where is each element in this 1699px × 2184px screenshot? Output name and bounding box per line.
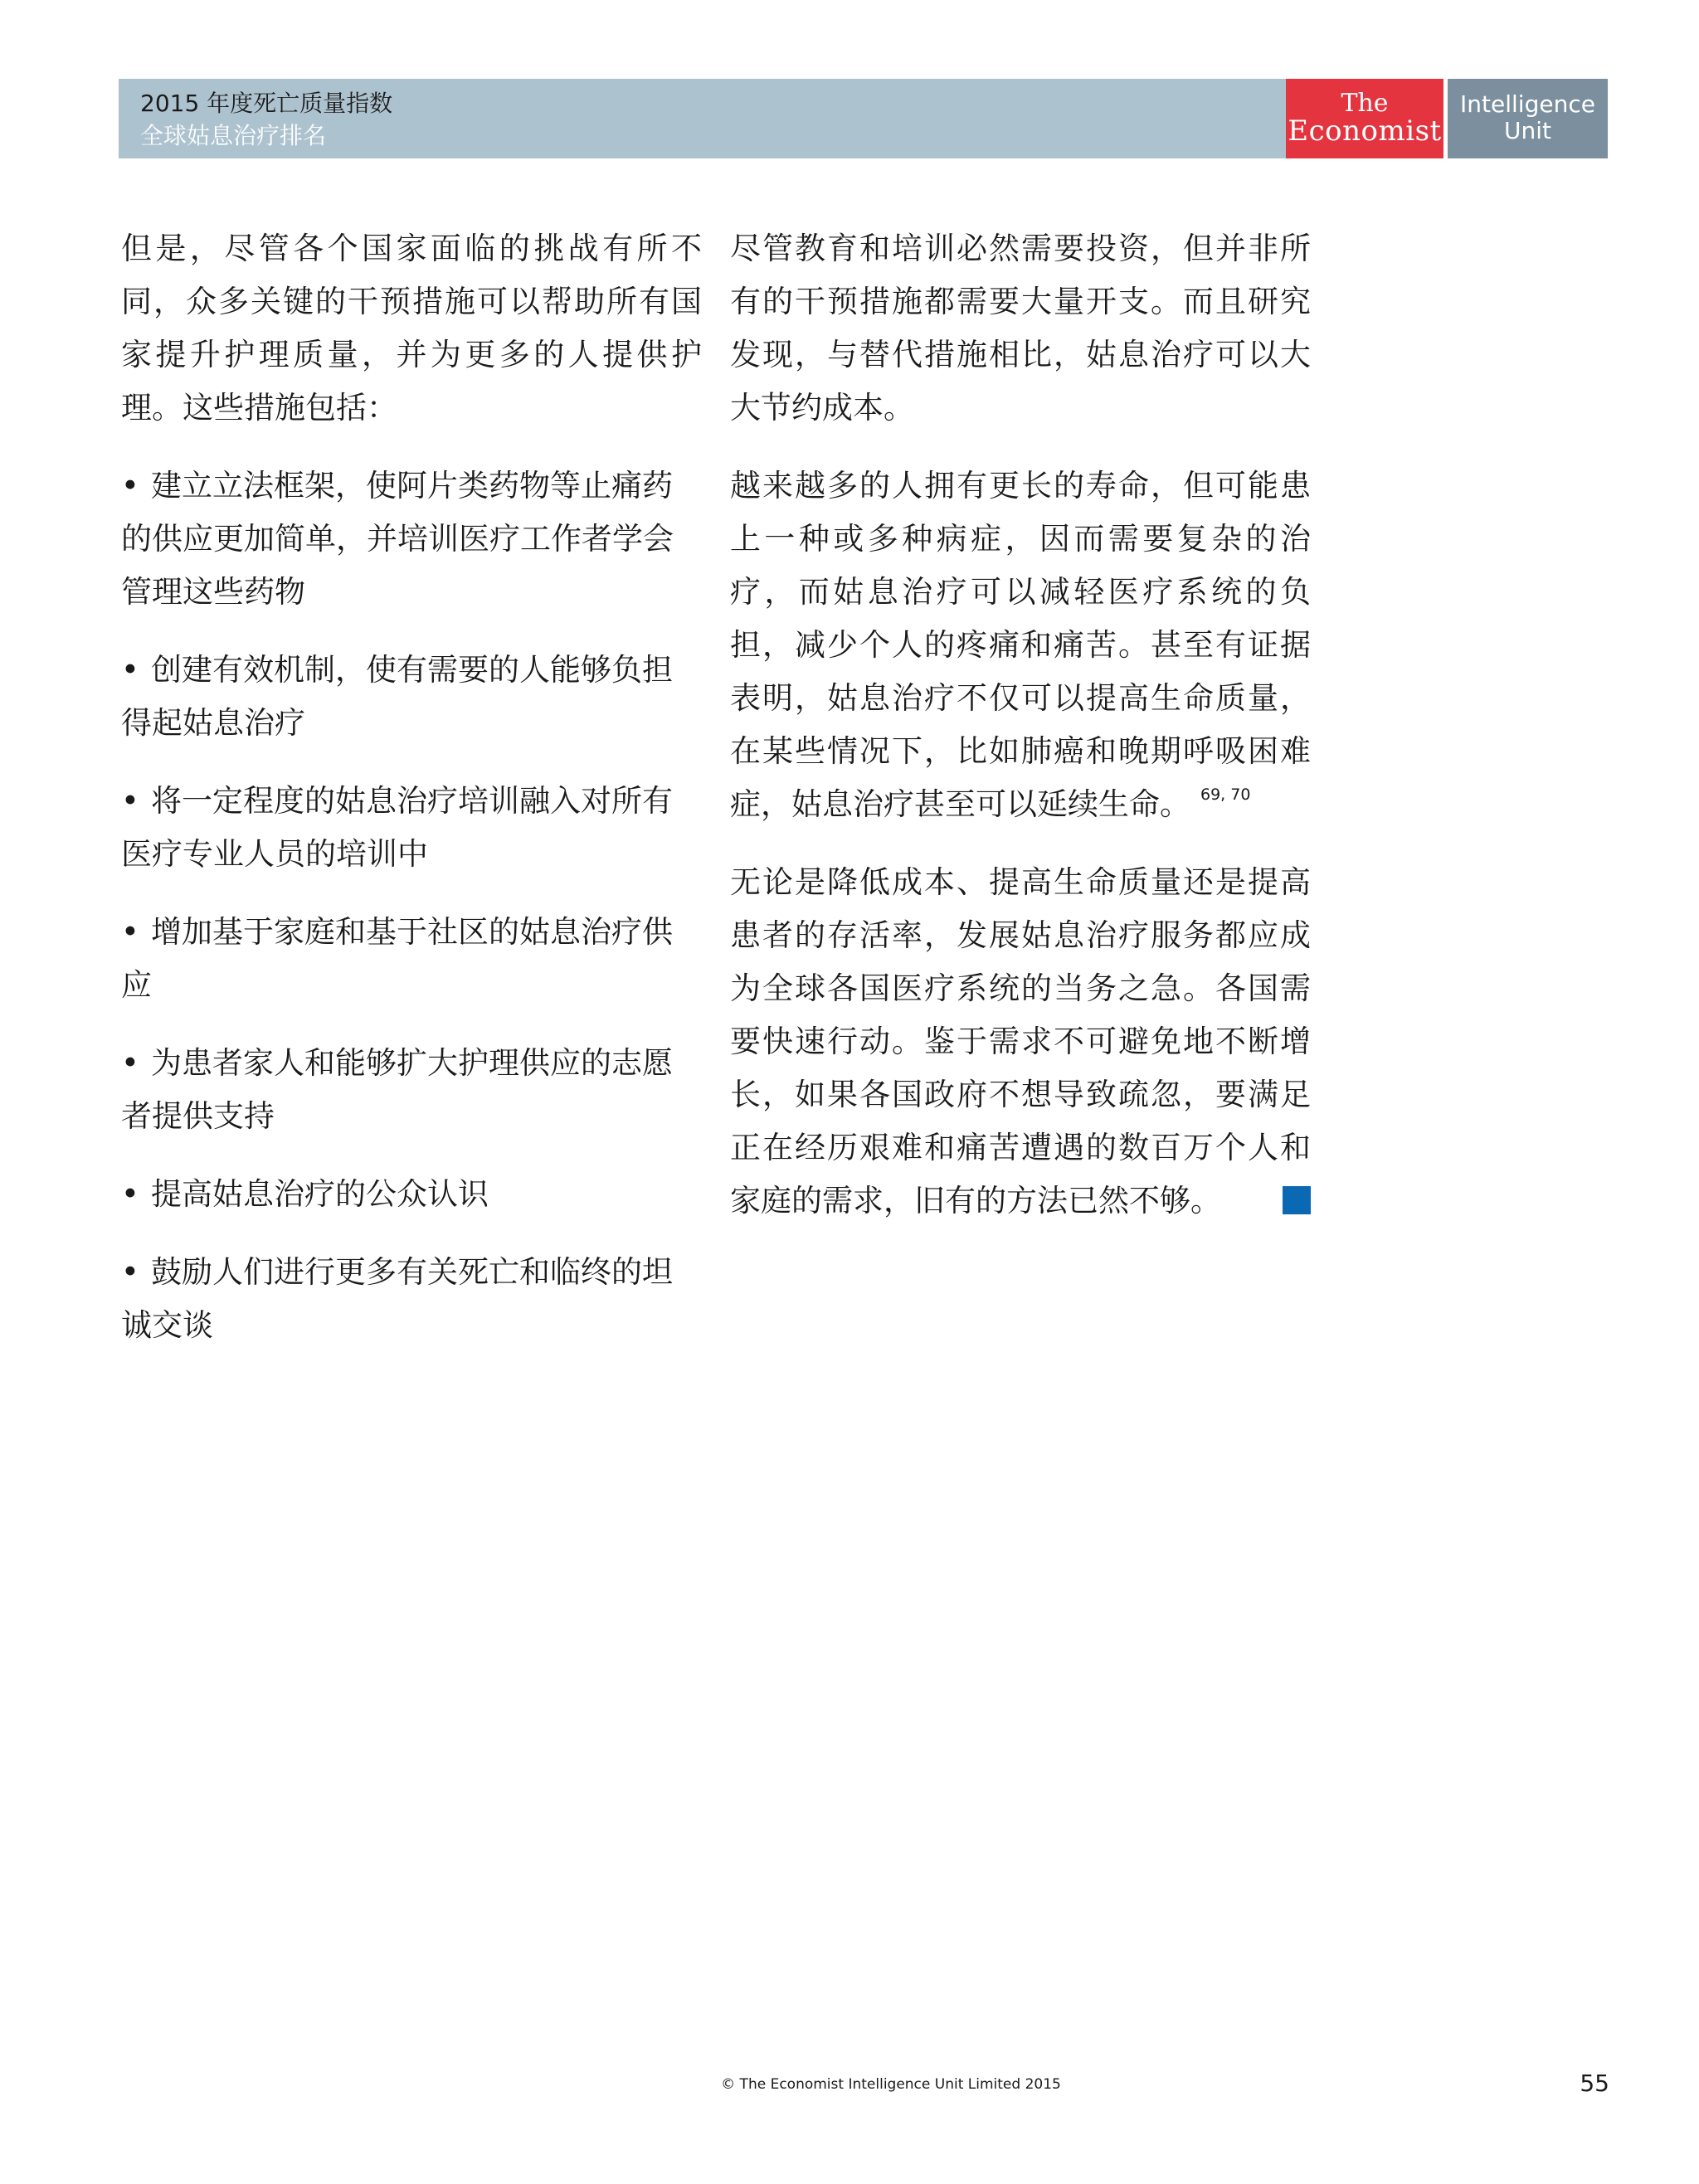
- bullet-icon: •: [121, 783, 139, 819]
- bullet-item: [121, 644, 702, 750]
- bullet-text: 提高姑息治疗的公众认识: [151, 1176, 489, 1212]
- bullet-item: [121, 1037, 702, 1143]
- cost-paragraph: 尽管教育和培训必然需要投资，但并非所有的干预措施都需要大量开支。而且研究发现，与替代措施相比，姑息治疗可以大大节约成本。: [730, 231, 1311, 426]
- logo-the-text: The: [1341, 89, 1389, 118]
- logo-intelligence-text: Intelligence: [1460, 90, 1595, 118]
- bullet-text: 创建有效机制，使有需要的人能够负担得起姑息治疗: [121, 652, 673, 741]
- bullet-item: [121, 906, 702, 1012]
- logo-unit-text: Unit: [1504, 117, 1551, 144]
- bullet-icon: •: [121, 1176, 139, 1212]
- right-column: [730, 222, 1311, 1253]
- bullet-item: [121, 1246, 702, 1352]
- bullet-item: [121, 775, 702, 881]
- economist-logo: [1286, 79, 1443, 158]
- report-subtitle: 全球姑息治疗排名: [140, 122, 327, 149]
- copyright-notice: © The Economist Intelligence Unit Limited 2015: [721, 2076, 1061, 2093]
- conclusion-text: 无论是降低成本、提高生命质量还是提高患者的存活率，发展姑息治疗服务都应成为全球各国医疗系统的当务之急。各国需要快速行动。鉴于需求不可避免地不断增长，如果各国政府不想导致疏忽，要满足正在经历艰难和痛苦遭遇的数百万个人和家庭的需求，旧有的方法已然不够。: [730, 864, 1311, 1218]
- bullet-icon: •: [121, 652, 139, 688]
- bullet-item: [121, 1168, 702, 1221]
- intelligence-unit-logo: [1448, 79, 1608, 158]
- logo-economist-text: Economist: [1288, 114, 1442, 148]
- bullet-icon: •: [121, 914, 139, 950]
- footnote-reference: 69, 70: [1200, 786, 1251, 804]
- conclusion-paragraph: [730, 856, 1311, 1228]
- report-title: 2015 年度死亡质量指数: [140, 90, 393, 117]
- intro-paragraph: 但是，尽管各个国家面临的挑战有所不同，众多关键的干预措施可以帮助所有国家提升护理质量，并为更多的人提供护理。这些措施包括：: [121, 231, 702, 426]
- bullet-text: 鼓励人们进行更多有关死亡和临终的坦诚交谈: [121, 1254, 673, 1343]
- bullet-icon: •: [121, 1254, 139, 1290]
- burden-text: 越来越多的人拥有更长的寿命，但可能患上一种或多种病症，因而需要复杂的治疗，而姑息治疗可以减轻医疗系统的负担，减少个人的疼痛和痛苦。甚至有证据表明，姑息治疗不仅可以提高生命质量，在某些情况下，比如肺癌和晚期呼吸困难症，姑息治疗甚至可以延续生命。: [730, 468, 1311, 822]
- bullet-text: 为患者家人和能够扩大护理供应的志愿者提供支持: [121, 1045, 673, 1134]
- bullet-text: 增加基于家庭和基于社区的姑息治疗供应: [121, 914, 673, 1003]
- end-square-icon: [1283, 1186, 1311, 1214]
- bullet-item: [121, 460, 702, 619]
- header-band: [119, 79, 1287, 158]
- burden-paragraph: [730, 460, 1311, 831]
- bullet-text: 将一定程度的姑息治疗培训融入对所有医疗专业人员的培训中: [121, 783, 673, 872]
- left-column: [121, 222, 702, 1377]
- bullet-icon: •: [121, 468, 139, 503]
- bullet-text: 建立立法框架，使阿片类药物等止痛药的供应更加简单，并培训医疗工作者学会管理这些药物: [121, 468, 674, 610]
- bullet-icon: •: [121, 1045, 139, 1081]
- page-number: 55: [1580, 2070, 1609, 2097]
